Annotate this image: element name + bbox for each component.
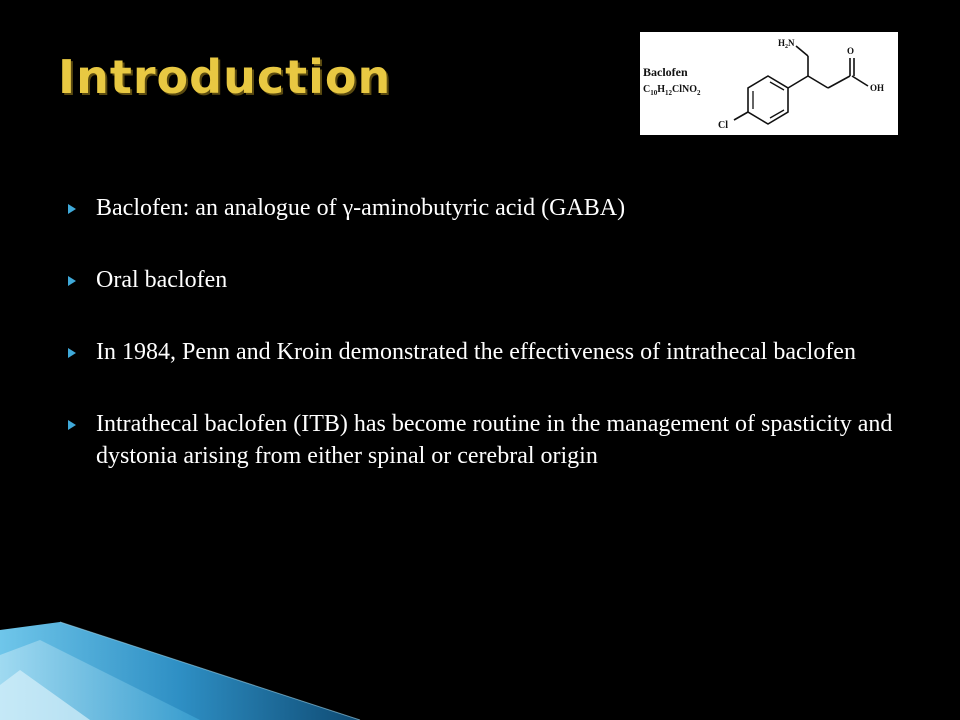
- bullet-item: [66, 264, 896, 296]
- benzene-ring: [748, 76, 788, 124]
- decorative-swoosh: [0, 610, 420, 720]
- bullet-arrow-icon: [68, 348, 76, 358]
- structure-formula: $C_{10}H_{12}ClNO_2$: [643, 84, 701, 97]
- bullet-text: Oral baclofen: [96, 267, 228, 293]
- carbonyl-label: O: [847, 46, 855, 56]
- bullet-item: [66, 336, 896, 368]
- bullet-arrow-icon: [68, 420, 76, 430]
- bullet-arrow-icon: [68, 204, 76, 214]
- hydroxyl-label: OH: [870, 83, 885, 93]
- bullet-text: In 1984, Penn and Kroin demonstrated the effectiveness of intrathecal baclofen: [96, 339, 856, 365]
- chemical-structure-diagram: [640, 32, 898, 135]
- slide-title: Introduction: [58, 50, 392, 104]
- bullet-arrow-icon: [68, 276, 76, 286]
- chloro-label: Cl: [718, 120, 728, 131]
- bullet-list: [66, 192, 896, 512]
- baclofen-structure-image: [640, 32, 898, 135]
- bullet-item: [66, 408, 896, 472]
- structure-name: Baclofen: [643, 65, 688, 79]
- bullet-text: Intrathecal baclofen (ITB) has become routine in the management of spasticity and dystonia arising from either spinal or cerebral origin: [96, 411, 893, 469]
- amine-label: $H_2N$: [778, 38, 795, 50]
- bullet-text: Baclofen: an analogue of γ-aminobutyric acid (GABA): [96, 195, 626, 221]
- bullet-item: [66, 192, 896, 224]
